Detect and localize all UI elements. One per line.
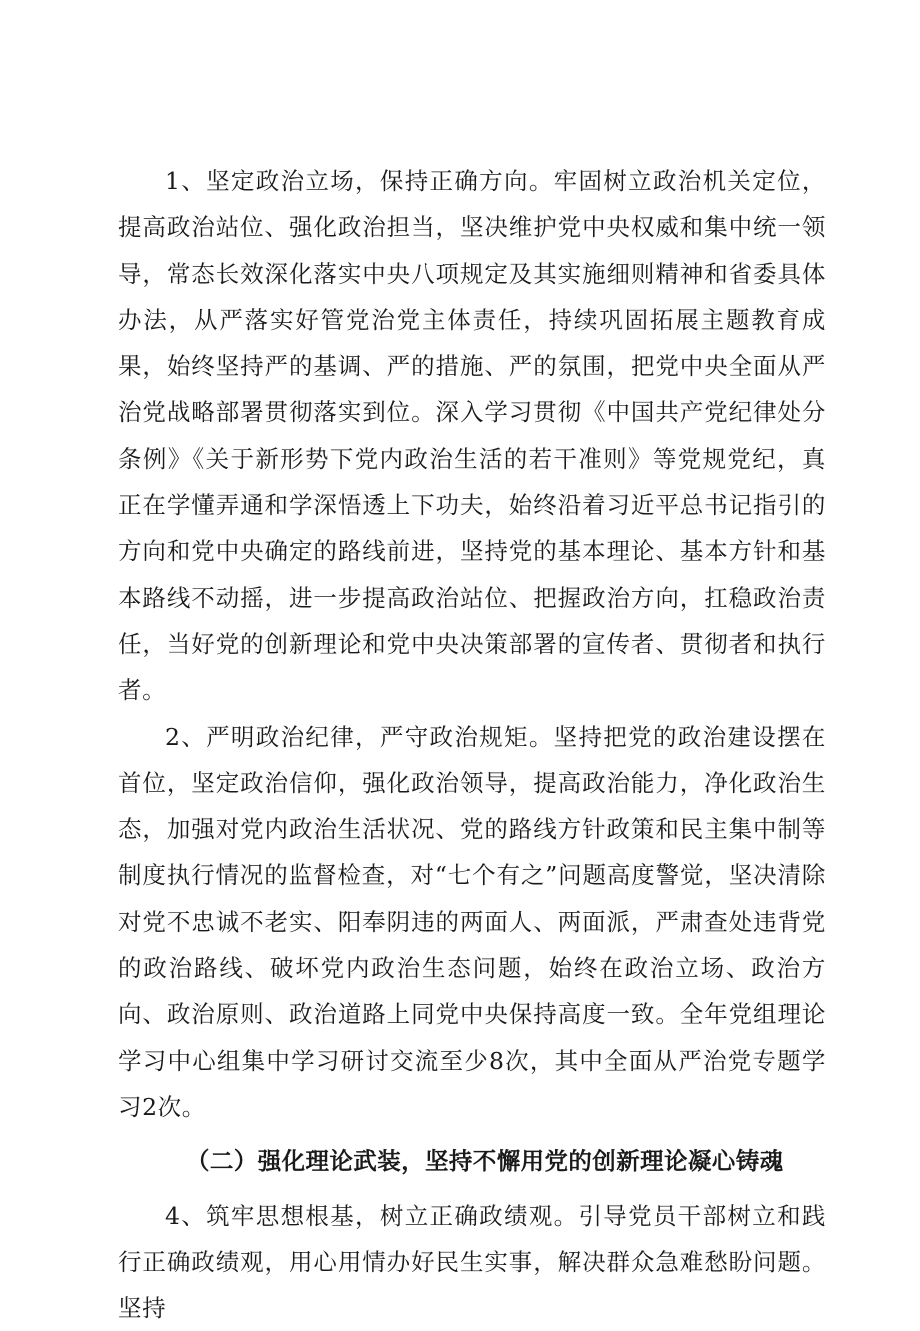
paragraph-political-discipline: 2、严明政治纪律，严守政治规矩。坚持把党的政治建设摆在首位，坚定政治信仰，强化政治领导，提高政治能力，净化政治生态，加强对党内政治生活状况、党的路线方针政策和民主集中制等制度执行情况的监督检查，对“七个有之”问题高度警觉，坚决清除对党不忠诚不老实、阳奉阴违的两面人、两面派，严肃查处违背党的政治路线、破坏党内政治生态问题，始终在政治立场、政治方向、政治原则、政治道路上同党中央保持高度一致。全年党组理论学习中心组集中学习研讨交流至少8次，其中全面从严治党专题学习2次。 <box>118 722 826 1121</box>
paragraph-political-stance: 1、坚定政治立场，保持正确方向。牢固树立政治机关定位，提高政治站位、强化政治担当，坚决维护党中央权威和集中统一领导，常态长效深化落实中央八项规定及其实施细则精神和省委具体办法，从严落实好管党治党主体责任，持续巩固拓展主题教育成果，始终坚持严的基调、严的措施、严的氛围，把党中央全面从严治党战略部署贯彻落实到位。深入学习贯彻《中国共产党纪律处分条例》《关于新形势下党内政治生活的若干准则》等党规党纪，真正在学懂弄通和学深悟透上下功夫，始终沿着习近平总书记指引的方向和党中央确定的路线前进，坚持党的基本理论、基本方针和基本路线不动摇，进一步提高政治站位、把握政治方向，扛稳政治责任，当好党的创新理论和党中央决策部署的宣传者、贯彻者和执行者。 <box>118 167 826 705</box>
paragraph-ideological-foundation: 4、筑牢思想根基，树立正确政绩观。引导党员干部树立和践行正确政绩观，用心用情办好民生实事，解决群众急难愁盼问题。坚持 <box>118 1201 826 1323</box>
section-heading-theory: （二）强化理论武装，坚持不懈用党的创新理论凝心铸魂 <box>186 1147 784 1176</box>
document-body <box>118 158 826 1331</box>
